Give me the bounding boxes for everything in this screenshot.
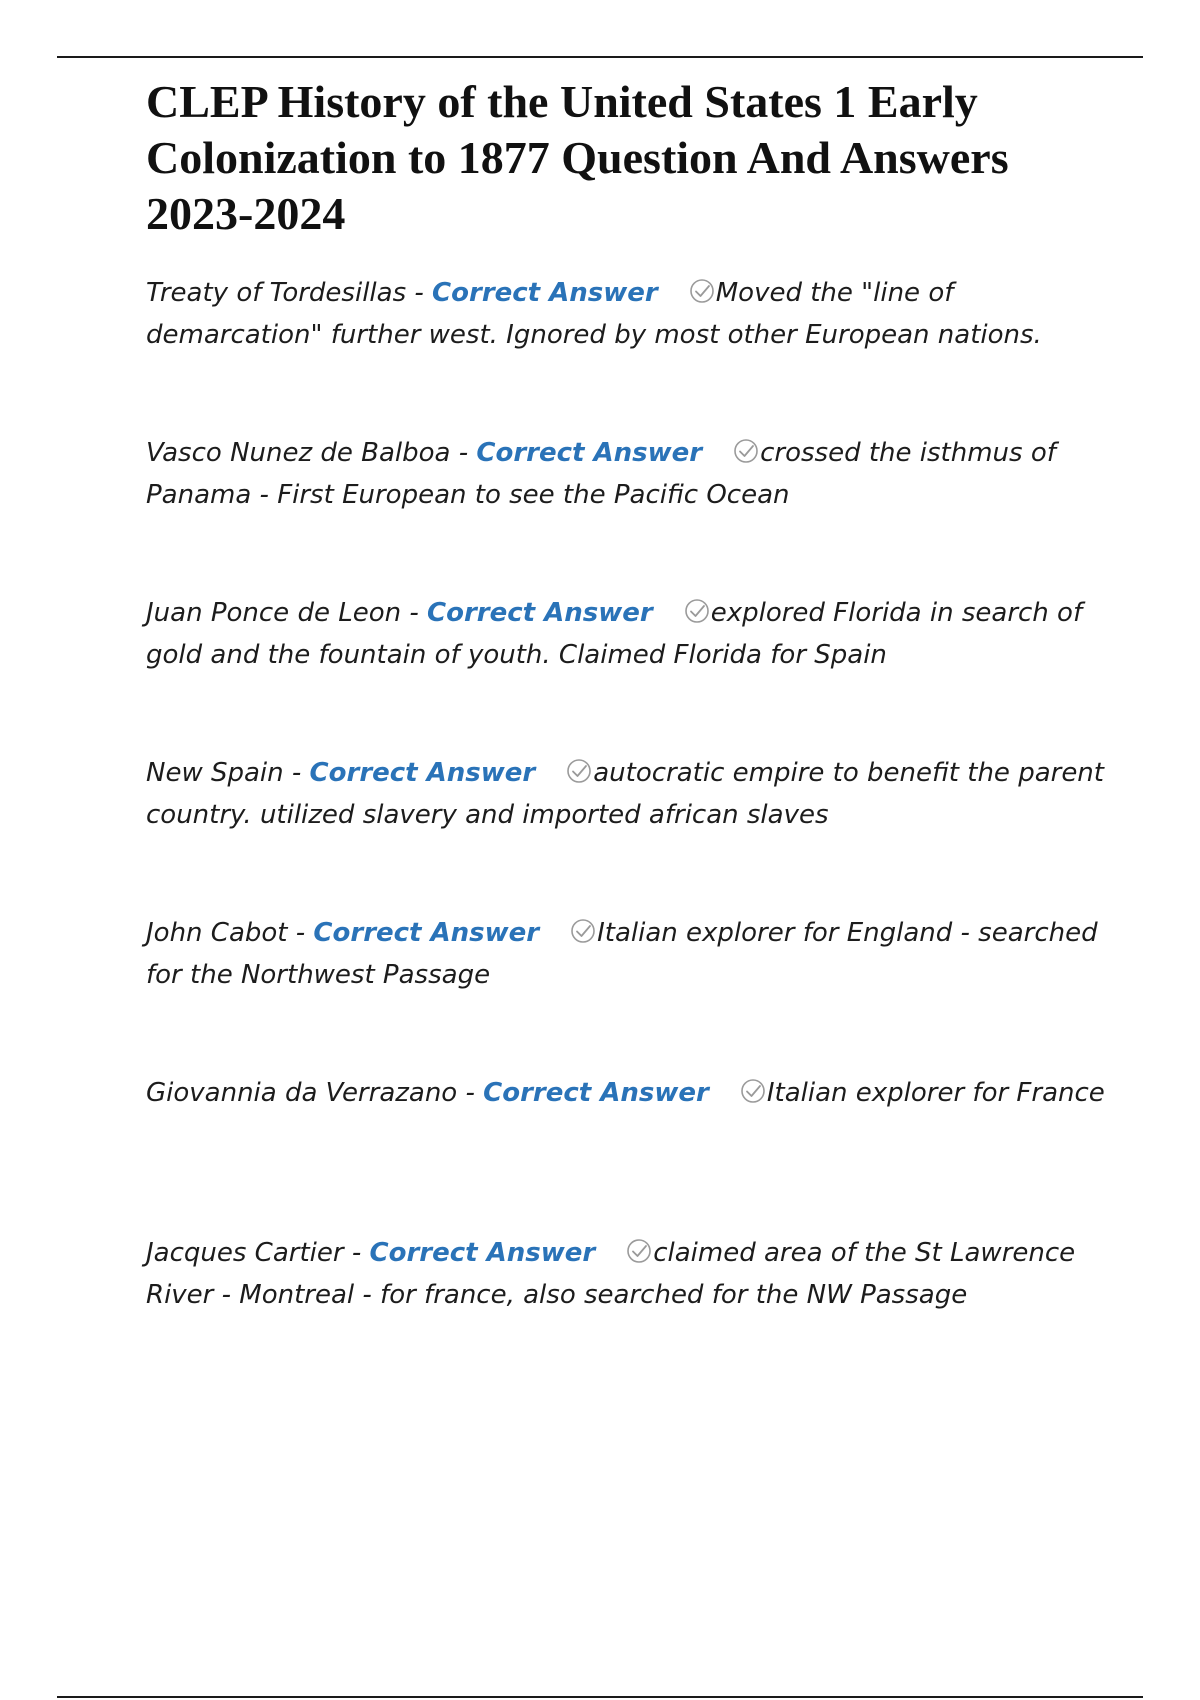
checkmark-icon (569, 917, 597, 945)
qa-term: Giovannia da Verrazano (146, 1078, 458, 1108)
qa-answer: explored Florida in search of gold and the fountain of youth. Claimed Florida for Spain (146, 598, 1083, 670)
qa-item (146, 432, 1106, 592)
qa-answer: crossed the isthmus of Panama - First European to see the Pacific Ocean (146, 438, 1056, 510)
qa-term: Jacques Cartier (146, 1238, 344, 1268)
qa-separator: - (457, 1078, 484, 1108)
correct-answer-label: Correct Answer (309, 758, 536, 788)
checkmark-icon (732, 437, 760, 465)
qa-term: Treaty of Tordesillas (146, 278, 407, 308)
qa-term: New Spain (146, 758, 284, 788)
qa-separator: - (287, 918, 314, 948)
qa-term: John Cabot (146, 918, 288, 948)
checkmark-icon (625, 1237, 653, 1265)
correct-answer-label: Correct Answer (483, 1078, 709, 1108)
checkmark-icon (565, 757, 593, 785)
qa-item (146, 752, 1106, 912)
qa-term: Vasco Nunez de Balboa (146, 438, 451, 468)
checkmark-icon (683, 597, 711, 625)
qa-answer: claimed area of the St Lawrence River - Montreal - for france, also searched for the NW Passage (146, 1238, 1076, 1310)
qa-list (146, 272, 1106, 1392)
qa-item (146, 1072, 1106, 1232)
qa-item (146, 912, 1106, 1072)
qa-answer: Moved the "line of demarcation" further west. Ignored by most other European nations. (146, 278, 1042, 350)
qa-separator: - (450, 438, 477, 468)
document-body (146, 74, 1106, 1392)
document-title: CLEP History of the United States 1 Early Colonization to 1877 Question And Answers 2023-2024 (146, 76, 1009, 239)
correct-answer-label: Correct Answer (427, 598, 653, 628)
qa-item (146, 592, 1106, 752)
correct-answer-label: Correct Answer (313, 918, 540, 948)
correct-answer-label: Correct Answer (369, 1238, 596, 1268)
qa-answer: autocratic empire to benefit the parent country. utilized slavery and imported african slaves (146, 758, 1104, 830)
qa-item (146, 1232, 1106, 1392)
correct-answer-label: Correct Answer (432, 278, 658, 308)
qa-separator: - (406, 278, 433, 308)
correct-answer-label: Correct Answer (476, 438, 703, 468)
qa-answer: Italian explorer for England - searched for the Northwest Passage (146, 918, 1098, 990)
qa-separator: - (343, 1238, 370, 1268)
checkmark-icon (739, 1077, 767, 1105)
bottom-rule (57, 1696, 1143, 1698)
checkmark-icon (688, 277, 716, 305)
qa-answer: Italian explorer for France (766, 1078, 1105, 1108)
qa-separator: - (283, 758, 310, 788)
qa-term: Juan Ponce de Leon (146, 598, 402, 628)
qa-item (146, 272, 1106, 432)
qa-separator: - (401, 598, 427, 628)
top-rule (57, 56, 1143, 58)
